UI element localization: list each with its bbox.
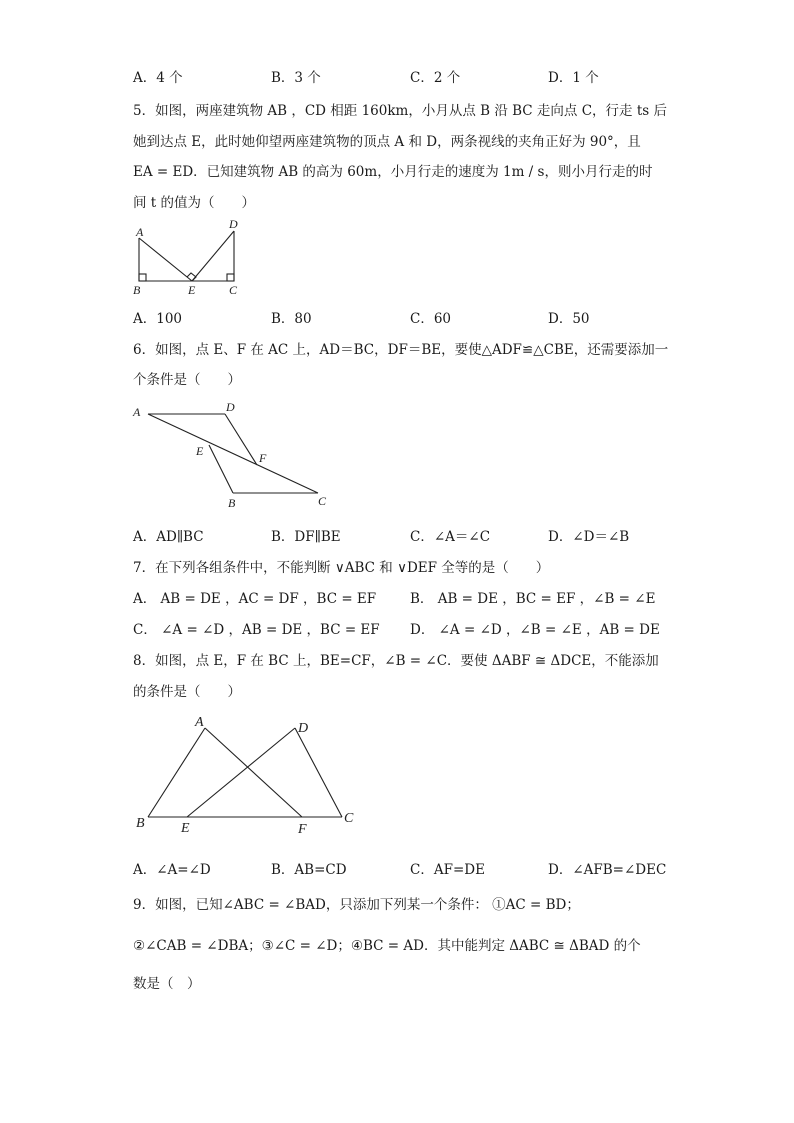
q6-option-b[interactable]: B．DF∥BE xyxy=(271,529,341,545)
q8-label-b: B xyxy=(136,816,145,831)
q5-text-line-2: 她到达点 E，此时她仰望两座建筑物的顶点 A 和 D，两条视线的夹角正好为 90°，且 xyxy=(133,134,641,150)
q6-option-a[interactable]: A．AD∥BC xyxy=(133,529,204,545)
q5-right-angle-b xyxy=(139,274,146,281)
q7-option-d[interactable]: D． ∠A = ∠D ，∠B = ∠E ，AB = DE xyxy=(410,622,660,638)
q5-label-b: B xyxy=(133,283,141,297)
q6-label-e: E xyxy=(196,444,204,458)
q5-options xyxy=(133,307,693,327)
q8-option-b[interactable]: B．AB=CD xyxy=(271,862,347,878)
q8-segment-af xyxy=(205,728,302,817)
q9-text-line-1: 9．如图，已知∠ABC = ∠BAD，只添加下列某一个条件： ①AC = BD； xyxy=(133,897,580,913)
q6-figure xyxy=(125,397,340,515)
q8-segment-ed xyxy=(187,728,295,817)
q5-option-a[interactable]: A．100 xyxy=(133,311,183,327)
q7-options-row-2 xyxy=(133,618,693,638)
q4-option-b[interactable]: B．3 个 xyxy=(271,70,321,86)
q5-option-d[interactable]: D．50 xyxy=(548,311,590,327)
q6-label-a: A xyxy=(133,405,141,419)
q4-options xyxy=(133,66,693,86)
q4-option-d[interactable]: D．1 个 xyxy=(548,70,599,86)
q5-option-b[interactable]: B．80 xyxy=(271,311,312,327)
q8-label-d: D xyxy=(298,721,309,736)
q5-text-line-4: 间 t 的值为（ ） xyxy=(133,195,256,211)
q5-text-line-1: 5．如图，两座建筑物 AB ，CD 相距 160km，小月从点 B 沿 BC 走向点 C，行走 ts 后 xyxy=(133,103,667,119)
q8-options xyxy=(133,858,693,878)
q5-segment-ae xyxy=(139,238,192,281)
q8-option-c[interactable]: C．AF=DE xyxy=(410,862,485,878)
q8-segment-ba xyxy=(148,728,205,817)
q9-text-line-3: 数是（ ） xyxy=(133,976,201,992)
q8-text-line-1: 8．如图，点 E，F 在 BC 上，BE=CF，∠B = ∠C．要使 ΔABF ≅ ΔDCE，不能添加 xyxy=(133,653,659,669)
q6-label-f: F xyxy=(259,451,267,465)
q6-text-line-2: 个条件是（ ） xyxy=(133,372,241,388)
q8-option-d[interactable]: D．∠AFB=∠DEC xyxy=(548,862,667,878)
q6-option-d[interactable]: D．∠D＝∠B xyxy=(548,529,630,545)
q7-option-c[interactable]: C． ∠A = ∠D ，AB = DE ，BC = EF xyxy=(133,622,380,638)
q8-option-a[interactable]: A．∠A=∠D xyxy=(133,862,211,878)
q5-label-a: A xyxy=(136,225,144,239)
q6-options xyxy=(133,525,693,545)
q7-text-line: 7．在下列各组条件中，不能判断 ∨ABC 和 ∨DEF 全等的是（ ） xyxy=(133,560,550,576)
q5-right-angle-c xyxy=(227,274,234,281)
q7-option-a[interactable]: A． AB = DE ，AC = DF ，BC = EF xyxy=(133,591,377,607)
q8-segment-dc xyxy=(295,728,342,817)
q8-label-f: F xyxy=(298,822,307,837)
q6-label-b: B xyxy=(228,496,236,510)
q5-text-line-3: EA = ED．已知建筑物 AB 的高为 60m，小月行走的速度为 1m / s，则小月行走的时 xyxy=(133,164,653,180)
q5-label-c: C xyxy=(229,283,238,297)
q5-label-d: D xyxy=(229,217,238,231)
q6-label-d: D xyxy=(226,400,235,414)
q4-option-c[interactable]: C．2 个 xyxy=(410,70,461,86)
q8-figure xyxy=(130,712,365,840)
q8-label-e: E xyxy=(181,821,190,836)
q6-text-line-1: 6．如图，点 E、F 在 AC 上，AD＝BC，DF＝BE，要使△ADF≌△CBE，还需要添加一 xyxy=(133,342,669,358)
q9-text-line-2: ②∠CAB = ∠DBA；③∠C = ∠D；④BC = AD．其中能判定 ΔABC ≅ ΔBAD 的个 xyxy=(133,938,641,954)
q5-figure xyxy=(125,216,255,298)
q7-option-b[interactable]: B． AB = DE ，BC = EF ，∠B = ∠E xyxy=(410,591,656,607)
q8-label-c: C xyxy=(344,811,354,826)
q8-label-a: A xyxy=(195,715,204,730)
q4-option-a[interactable]: A．4 个 xyxy=(133,70,183,86)
q6-label-c: C xyxy=(318,494,327,508)
q6-option-c[interactable]: C．∠A＝∠C xyxy=(410,529,491,545)
q8-text-line-2: 的条件是（ ） xyxy=(133,684,241,700)
q7-options-row-1 xyxy=(133,587,693,607)
q5-label-e: E xyxy=(188,283,196,297)
q5-option-c[interactable]: C．60 xyxy=(410,311,452,327)
